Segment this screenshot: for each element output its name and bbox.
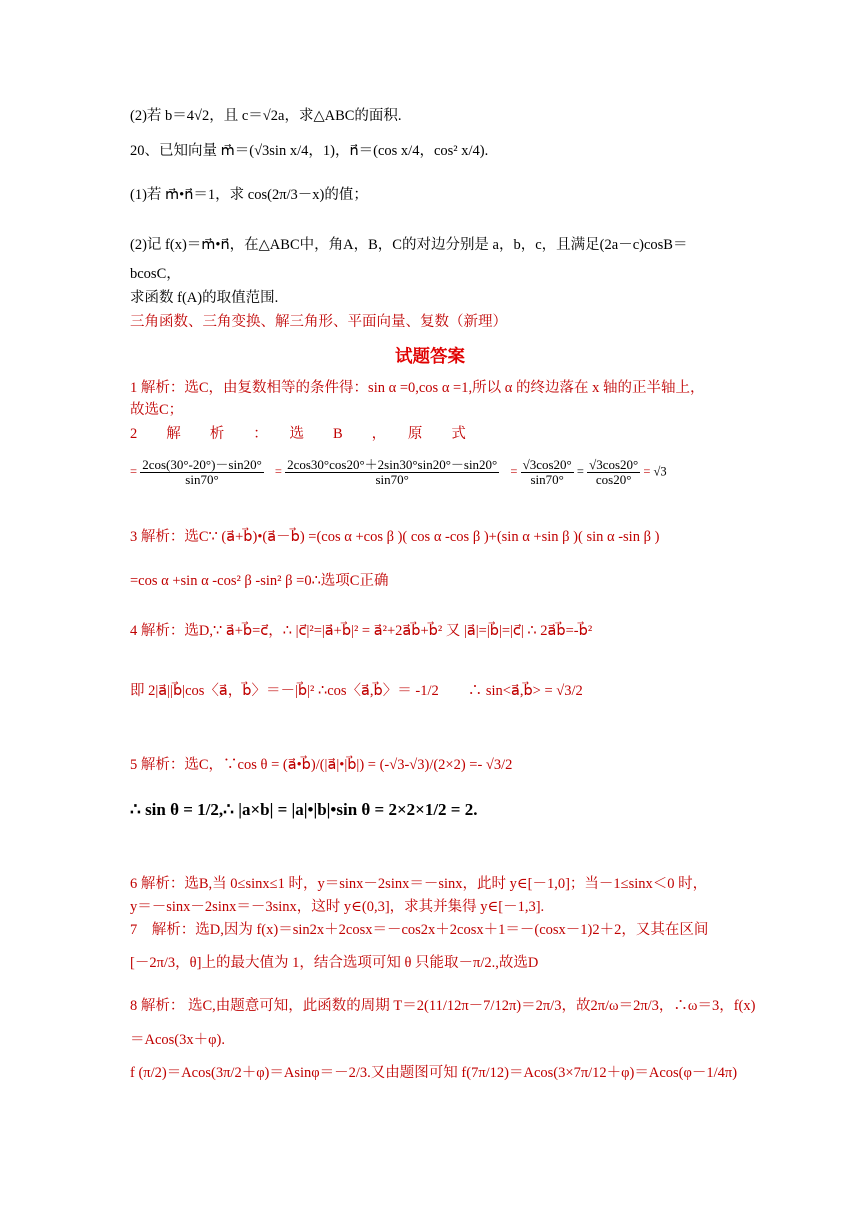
answer-5-line — [130, 756, 512, 774]
answer-8b-text: ＝Acos(3x＋φ). — [130, 1032, 225, 1048]
q20-part2-text-c: 求函数 f(A)的取值范围. — [130, 290, 279, 306]
answer-2-line — [130, 425, 730, 443]
answer-8-text: 8 解析： 选C,由题意可知，此函数的周期 T＝2(11/12π－7/12π)＝2π/3，故2π/ω＝2π/3，∴ω＝3，f(x) — [130, 998, 756, 1014]
answer-3-line — [130, 528, 659, 546]
q20-line — [130, 142, 488, 160]
answer-1-line — [130, 379, 704, 397]
answer-5-conclusion: ∴ sin θ = 1/2,∴ |a×b| = |a|•|b|•sin θ = 2×2×1/2 = 2. — [130, 800, 478, 819]
q20-part1-line — [130, 186, 368, 204]
answer-2-text: 2 解 析 ： 选 B ， 原 式 — [130, 426, 466, 442]
q20-part2-text-a: (2)记 f(x)＝m⃗•n⃗，在△ABC中，角A，B，C的对边分别是 a，b，c，且满足(2a－c)cosB＝ — [130, 237, 688, 253]
answer-7b-text: [－2π/3，θ]上的最大值为 1，结合选项可知 θ 只能取－π/2.,故选D — [130, 955, 539, 971]
answer-7-text: 7 解析：选D,因为 f(x)＝sin2x＋2cosx＝－cos2x＋2cosx＋1＝－(cosx－1)2＋2，又其在区间 — [130, 922, 709, 938]
answer-3b-line — [130, 572, 388, 590]
answer-6-text: 6 解析：选B,当 0≤sinx≤1 时，y＝sinx－2sinx＝－sinx，此时 y∈[－1,0]；当－1≤sinx＜0 时， — [130, 876, 708, 892]
q20-text: 20、已知向量 m⃗＝(√3sin x/4，1)，n⃗＝(cos x/4，cos² x/4). — [130, 143, 489, 159]
topics-text: 三角函数、三角变换、解三角形、平面向量、复数（新理） — [130, 314, 507, 330]
answer-1b-line — [130, 401, 183, 419]
q2-line — [130, 107, 402, 125]
answer-5-text: 5 解析：选C，∵cos θ = (a⃗•b⃗)/(|a⃗|•|b⃗|) = (-√3-√3)/(2×2) =- √3/2 — [130, 757, 513, 773]
q20-part2-text-b: bcosC， — [130, 266, 181, 282]
answer-7-line — [130, 921, 708, 939]
answer-1b-text: 故选C； — [130, 402, 184, 418]
answer-8b-line — [130, 1031, 225, 1049]
q20-part1-text: (1)若 m⃗•n⃗＝1，求 cos(2π/3－x)的值； — [130, 187, 368, 203]
answer-6b-text: y＝－sinx－2sinx＝－3sinx，这时 y∈(0,3]，求其并集得 y∈[－1,3]. — [130, 899, 545, 915]
answer-7b-line — [130, 954, 538, 972]
q20-part2-line-c — [130, 289, 278, 307]
q20-part2-line-a — [130, 236, 687, 254]
q2-text: (2)若 b＝4√2，且 c＝√2a，求△ABC的面积. — [130, 108, 402, 124]
answer-4-line — [130, 622, 592, 640]
answer-4b-text: 即 2|a⃗||b⃗|cos〈a⃗，b⃗〉＝－|b⃗|² ∴cos〈a⃗,b⃗〉＝ -1/2 ∴ sin<a⃗,b⃗> = √3/2 — [130, 683, 583, 699]
topics-line — [130, 313, 507, 331]
answer-6b-line — [130, 898, 544, 916]
answer-8c-line — [130, 1064, 737, 1082]
answer-1-text: 1 解析：选C，由复数相等的条件得：sin α =0,cos α =1,所以 α 的终边落在 x 轴的正半轴上， — [130, 380, 705, 396]
answers-title: 试题答案 — [395, 346, 465, 366]
answer-2-formula: = $\frac{2\cos(30^\circ-20^\circ)-\sin 20^\circ}{\sin 70^\circ}$ = $\frac{2\cos 30^\circ\cos 20^\circ+2\sin 30^\circ\sin 20^\circ-\sin 20^\circ}{\sin 70^\circ}$ = $\frac{√3\cos 20^\circ}{\sin 70^\circ}$ = $\frac{√3\cos 20^\circ}{\cos 20^\circ}$ = √3 — [130, 457, 667, 487]
answer-8c-text: f (π/2)＝Acos(3π/2＋φ)＝Asinφ＝－2/3.又由题图可知 f(7π/12)＝Acos(3×7π/12＋φ)＝Acos(φ－1/4π) — [130, 1065, 738, 1081]
answer-4b-line — [130, 682, 583, 700]
answer-4-text: 4 解析：选D,∵ a⃗+b⃗=c⃗，∴ |c⃗|²=|a⃗+b⃗|² = a⃗²+2a⃗b⃗+b⃗² 又 |a⃗|=|b⃗|=|c⃗| ∴ 2a⃗b⃗=-b⃗² — [130, 623, 593, 639]
answer-3-text: 3 解析：选C∵ (a⃗+b⃗)•(a⃗－b⃗) =(cos α +cos β )( cos α -cos β )+(sin α +sin β )( sin α -sin β ) — [130, 529, 660, 545]
answer-3b-text: =cos α +sin α -cos² β -sin² β =0∴选项C正确 — [130, 573, 389, 589]
q20-part2-line-b — [130, 265, 181, 283]
answer-6-line — [130, 875, 707, 893]
answer-8-line — [130, 997, 755, 1015]
